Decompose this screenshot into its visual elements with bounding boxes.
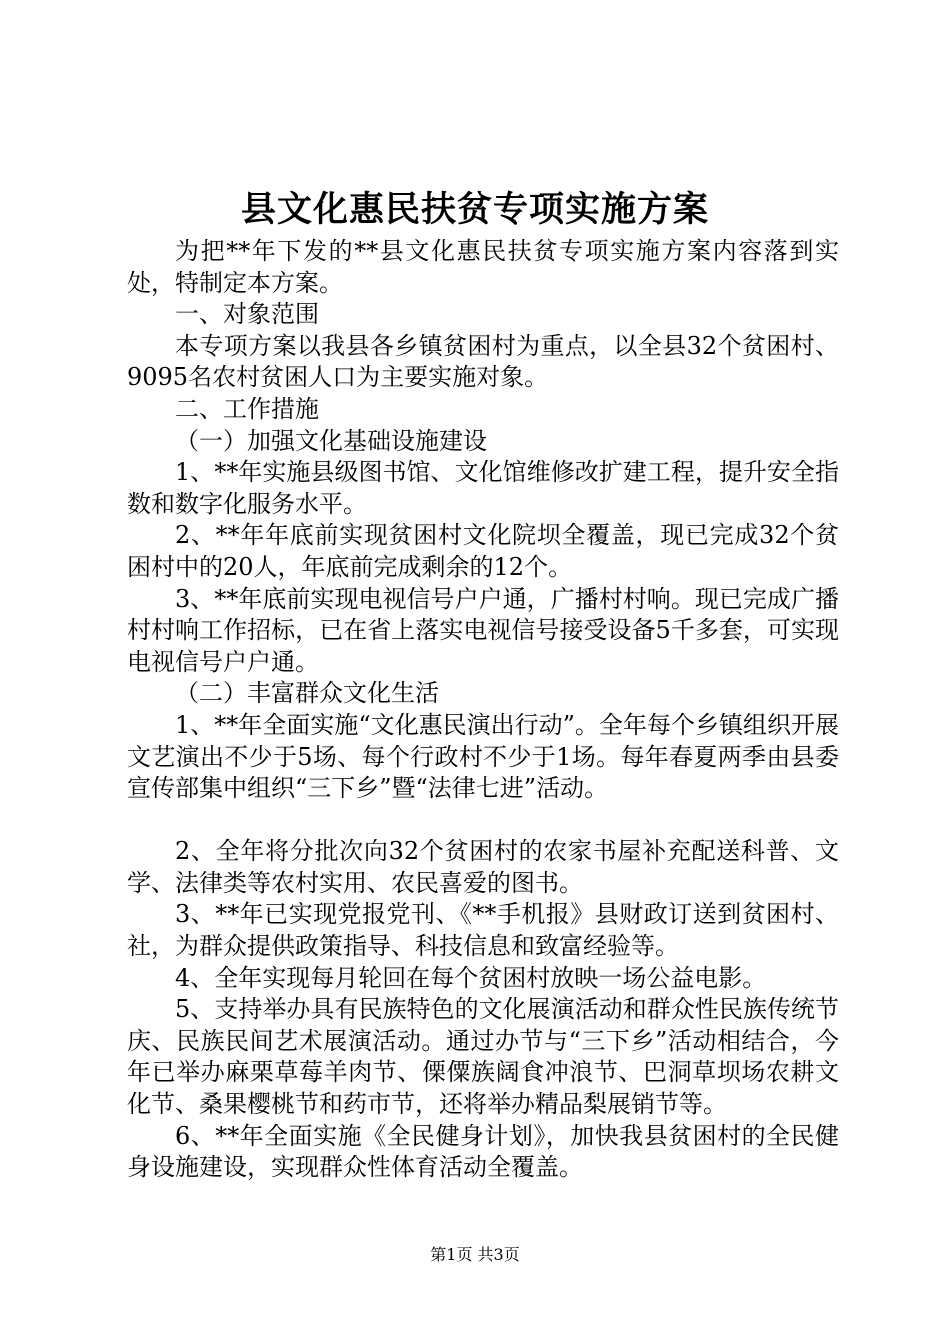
document-body — [127, 236, 839, 1184]
list-item: 3、**年已实现党报党刊、《**手机报》县财政订送到贫困村、社，为群众提供政策指导、科技信息和致富经验等。 — [127, 900, 839, 961]
document-title: 县文化惠民扶贫专项实施方案 — [240, 189, 709, 230]
section-heading-1: 一、对象范围 — [175, 300, 319, 329]
list-item: 4、全年实现每月轮回在每个贫困村放映一场公益电影。 — [175, 963, 767, 992]
list-item: 1、**年实施县级图书馆、文化馆维修改扩建工程，提升安全指数和数字化服务水平。 — [127, 458, 839, 518]
section-heading-2: 二、工作措施 — [175, 394, 319, 423]
paragraph: 本专项方案以我县各乡镇贫困村为重点，以全县32个贫困村、9095名农村贫困人口为主要实施对象。 — [127, 331, 839, 392]
list-item: 3、**年底前实现电视信号户户通，广播村村响。现已完成广播村村响工作招标，已在省上落实电视信号接受设备5千多套，可实现电视信号户户通。 — [127, 584, 839, 676]
blank-line — [127, 805, 839, 837]
subsection-heading-2: （二）丰富群众文化生活 — [175, 679, 439, 708]
list-item: 1、**年全面实施“文化惠民演出行动”。全年每个乡镇组织开展文艺演出不少于5场、每个行政村不少于1场。每年春夏两季由县委宣传部集中组织“三下乡”暨“法律七进”活动。 — [127, 710, 839, 803]
page-footer: 第1页 共3页 — [430, 1245, 520, 1264]
paragraph-intro: 为把**年下发的**县文化惠民扶贫专项实施方案内容落到实处，特制定本方案。 — [127, 237, 839, 297]
list-item: 6、**年全面实施《全民健身计划》，加快我县贫困村的全民健身设施建设，实现群众性体育活动全覆盖。 — [127, 1121, 839, 1182]
subsection-heading-1: （一）加强文化基础设施建设 — [175, 426, 487, 455]
list-item: 2、**年年底前实现贫困村文化院坝全覆盖，现已完成32个贫困村中的20人，年底前完成剩余的12个。 — [127, 521, 839, 581]
list-item: 2、全年将分批次向32个贫困村的农家书屋补充配送科普、文学、法律类等农村实用、农民喜爱的图书。 — [127, 837, 839, 897]
list-item: 5、支持举办具有民族特色的文化展演活动和群众性民族传统节庆、民族民间艺术展演活动。通过办节与“三下乡”活动相结合，今年已举办麻栗草莓羊肉节、傈僳族阔食冲浪节、巴洞草坝场农耕文化节、桑果樱桃节和药市节，还将举办精品梨展销节等。 — [127, 995, 839, 1119]
